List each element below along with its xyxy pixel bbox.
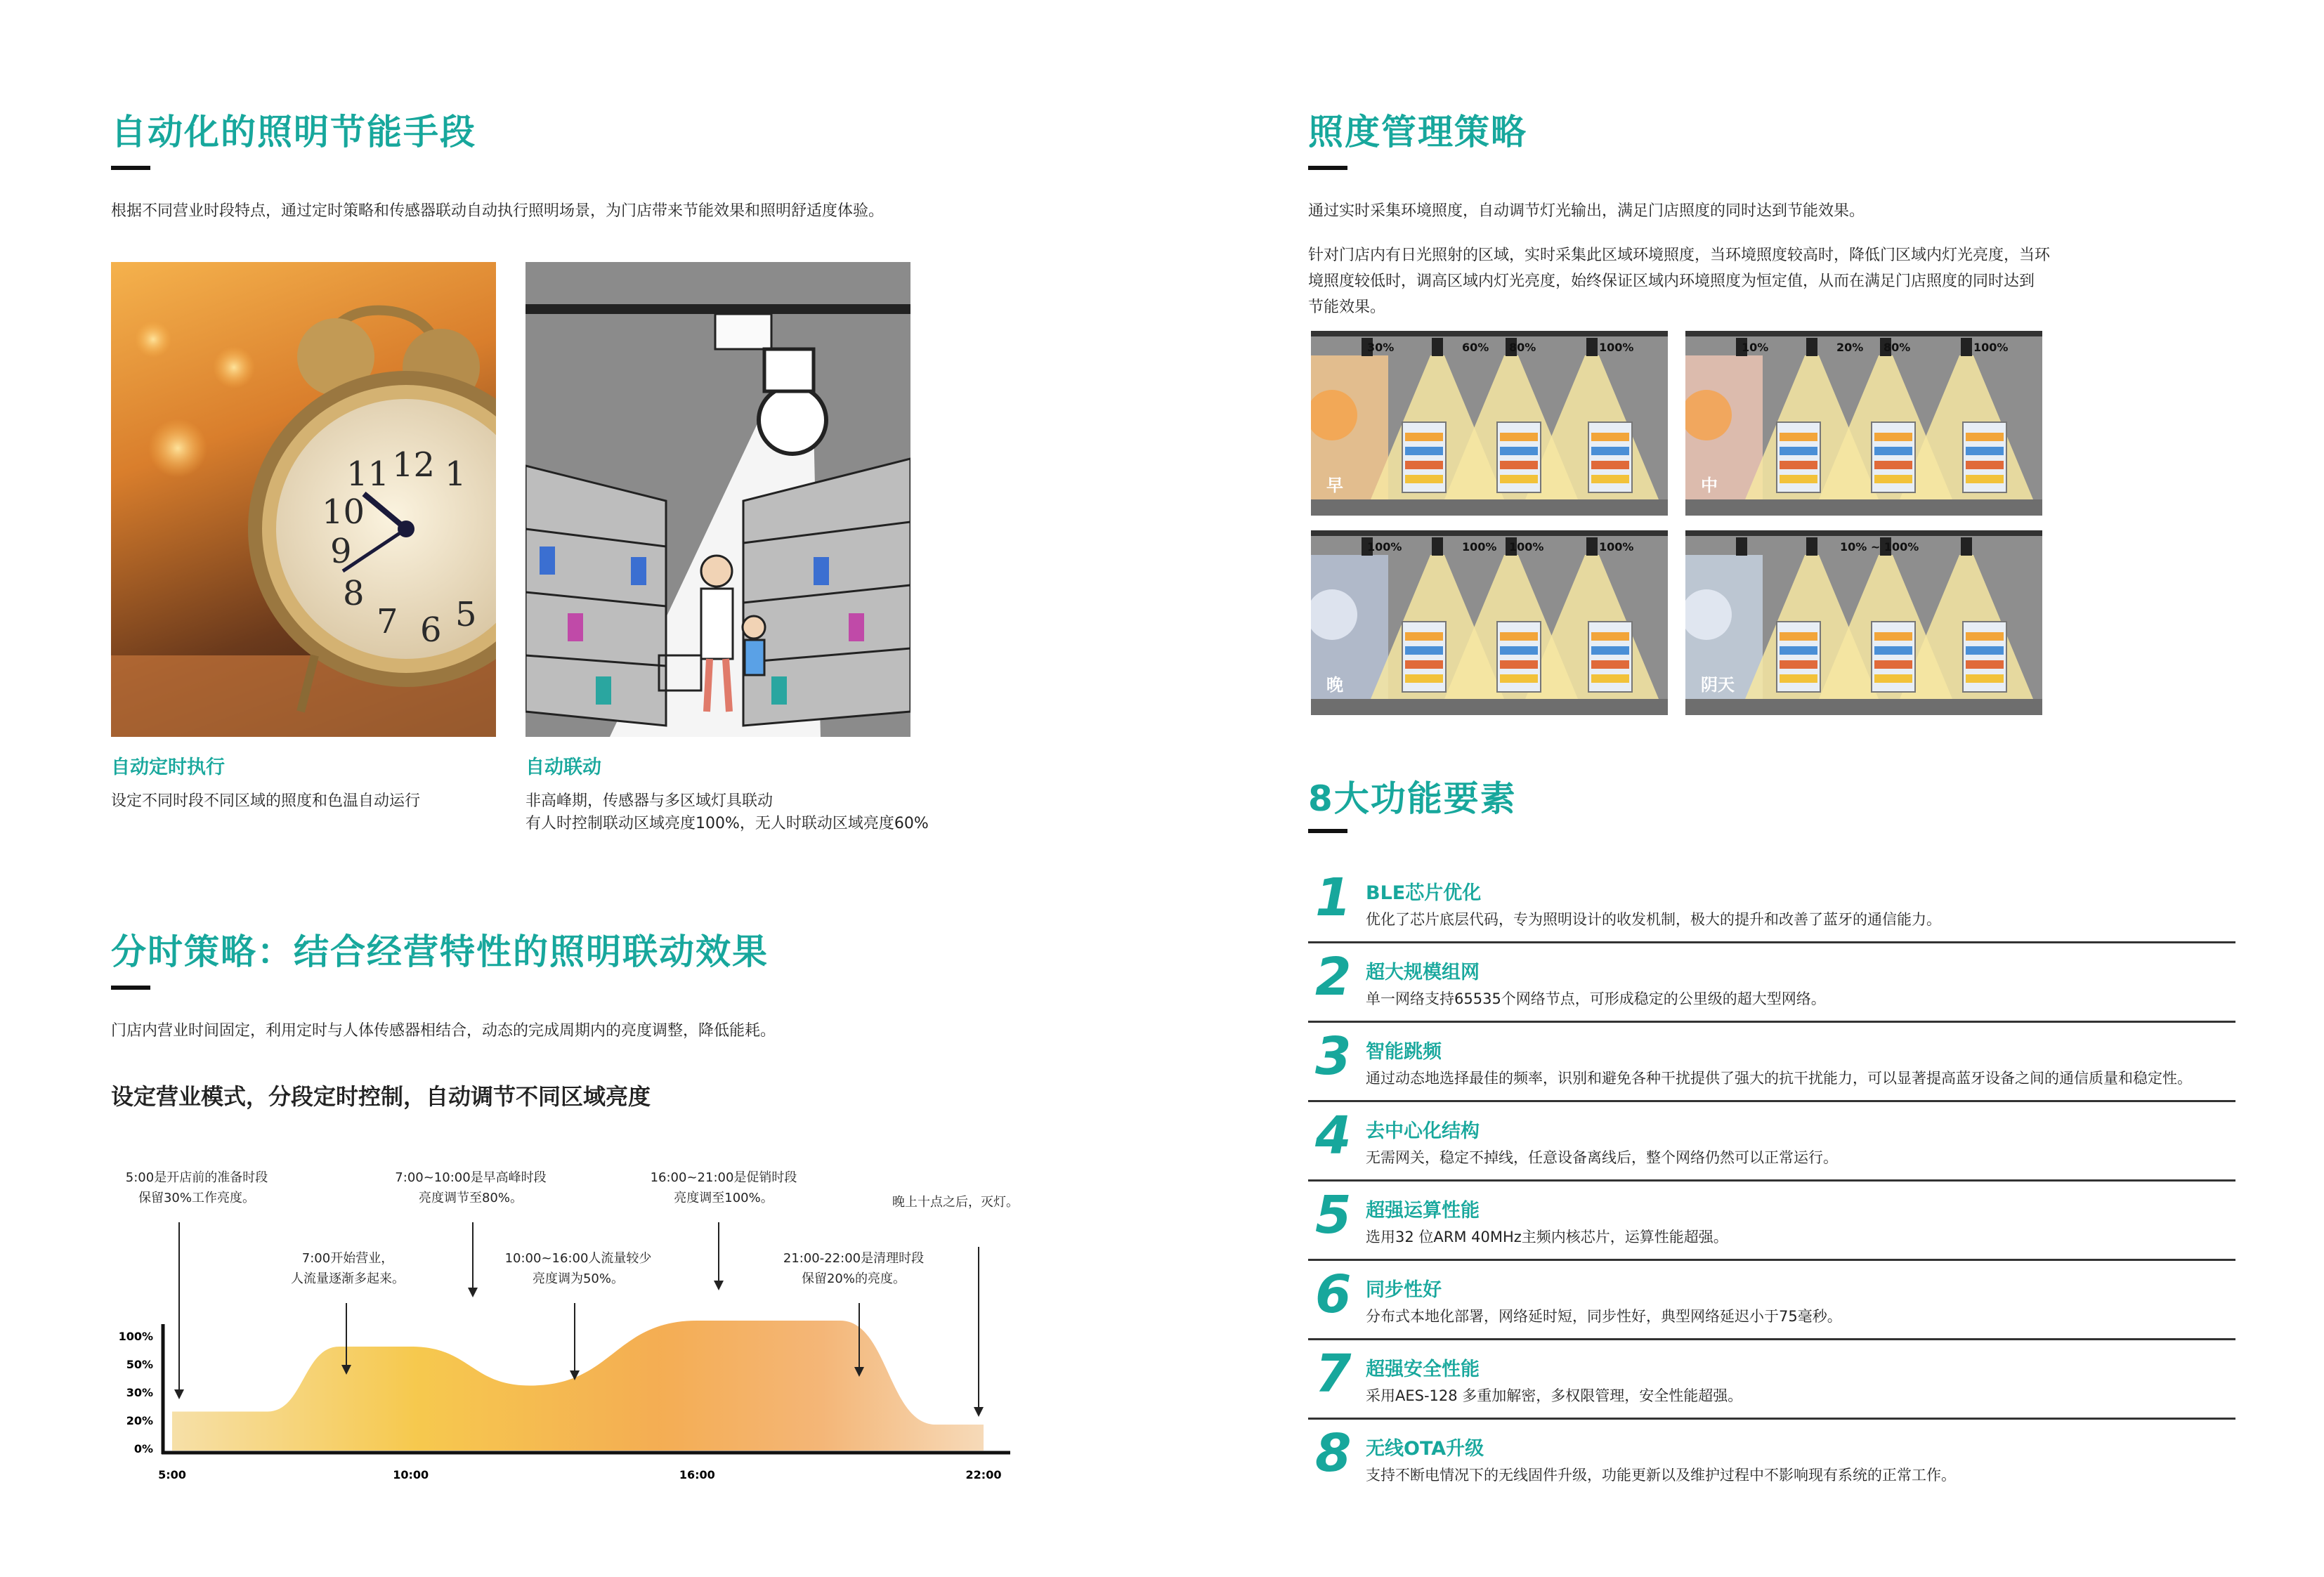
scene-time-label: 早 — [1326, 476, 1343, 495]
feature-divider — [1308, 1259, 2235, 1261]
feature-title: BLE芯片优化 — [1366, 882, 1482, 904]
feature-title: 无线OTA升级 — [1366, 1438, 1484, 1460]
feature-item — [1308, 869, 2235, 943]
feature-number: 6 — [1315, 1264, 1352, 1325]
feature-divider — [1308, 1418, 2235, 1420]
annotation-arrow — [974, 1247, 984, 1417]
section-title-automation: 自动化的照明节能手段 — [111, 112, 476, 152]
scene-brightness-label: 10% ~ 100% — [1840, 540, 1919, 554]
feature-divider — [1308, 1021, 2235, 1023]
feature-divider — [1308, 1100, 2235, 1102]
scene-brightness-label: 100% — [1367, 540, 1402, 554]
feature-desc: 选用32 位ARM 40MHz主频内核芯片，运算性能超强。 — [1366, 1229, 1728, 1245]
y-tick-label: 50% — [126, 1358, 153, 1371]
scene-time-label: 晚 — [1326, 675, 1343, 695]
feature-item — [1308, 1425, 2235, 1498]
scene-brightness-label: 80% — [1884, 341, 1911, 354]
annotation-midday: 10:00~16:00人流量较少 亮度调为50%。 — [504, 1251, 652, 1286]
card-title-linkage: 自动联动 — [525, 757, 601, 778]
card-desc-linkage-1: 非高峰期，传感器与多区域灯具联动 — [525, 792, 773, 810]
feature-desc: 支持不断电情况下的无线固件升级，功能更新以及维护过程中不影响现有系统的正常工作。 — [1366, 1467, 1956, 1484]
scene-time-label: 中 — [1701, 476, 1718, 495]
feature-desc: 分布式本地化部署，网络延时短，同步性好，典型网络延迟小于75毫秒。 — [1366, 1308, 1842, 1325]
svg-text:10: 10 — [322, 492, 365, 532]
feature-title: 超大规模组网 — [1366, 962, 1480, 983]
x-tick-label: 16:00 — [679, 1468, 715, 1481]
card-desc-linkage-2: 有人时控制联动区域亮度100%，无人时联动区域亮度60% — [525, 815, 929, 832]
illuminance-scene-panel — [1685, 530, 2042, 715]
y-tick-label: 100% — [118, 1330, 153, 1343]
svg-text:8: 8 — [343, 574, 365, 613]
scene-brightness-label: 100% — [1973, 341, 2009, 354]
section-desc: 根据不同营业时段特点，通过定时策略和传感器联动自动执行照明场景，为门店带来节能效果和照明舒适度体验。 — [111, 202, 884, 220]
section-desc: 通过实时采集环境照度，自动调节灯光输出，满足门店照度的同时达到节能效果。 — [1308, 202, 1865, 220]
title-underline — [1308, 829, 1347, 833]
svg-text:9: 9 — [330, 532, 352, 571]
annotation-promotion: 16:00~21:00是促销时段 亮度调至100%。 — [650, 1170, 797, 1205]
illuminance-scene-panel — [1311, 331, 1668, 516]
annotation-arrow — [714, 1222, 724, 1290]
feature-desc: 通过动态地选择最佳的频率，识别和避免各种干扰提供了强大的抗干扰能力，可以显著提高蓝牙设备之间的通信质量和稳定性。 — [1366, 1070, 2192, 1087]
feature-number: 4 — [1315, 1106, 1352, 1166]
feature-number: 7 — [1315, 1344, 1352, 1404]
feature-item — [1308, 1028, 2235, 1101]
annotation-arrow — [570, 1303, 580, 1380]
annotation-5am: 5:00是开店前的准备时段 保留30%工作亮度。 — [125, 1170, 268, 1205]
annotation-cleanup: 21:00-22:00是清理时段 保留20%的亮度。 — [783, 1251, 925, 1286]
feature-desc: 优化了芯片底层代码，专为照明设计的收发机制，极大的提升和改善了蓝牙的通信能力。 — [1366, 911, 1941, 928]
feature-number: 2 — [1315, 947, 1352, 1007]
chart-subtitle: 设定营业模式，分段定时控制，自动调节不同区域亮度 — [111, 1083, 651, 1110]
section-title-illuminance: 照度管理策略 — [1308, 112, 1527, 152]
feature-number: 3 — [1315, 1026, 1352, 1087]
feature-number: 1 — [1315, 868, 1352, 928]
scene-brightness-label: 100% — [1599, 341, 1634, 354]
feature-item — [1308, 1345, 2235, 1419]
feature-title: 超强安全性能 — [1366, 1359, 1480, 1380]
scene-brightness-label: 30% — [1367, 341, 1395, 354]
feature-number: 8 — [1315, 1423, 1352, 1484]
svg-text:6: 6 — [420, 610, 442, 650]
svg-text:1: 1 — [445, 454, 466, 494]
brightness-chart — [105, 1215, 1026, 1503]
feature-desc: 单一网络支持65535个网络节点，可形成稳定的公里级的超大型网络。 — [1366, 990, 1826, 1007]
title-underline — [111, 166, 150, 170]
feature-divider — [1308, 1338, 2235, 1340]
x-tick-label: 10:00 — [393, 1468, 429, 1481]
x-tick-label: 22:00 — [965, 1468, 1002, 1481]
x-tick-label: 5:00 — [158, 1468, 186, 1481]
scene-brightness-label: 10% — [1742, 341, 1769, 354]
card-desc-timer: 设定不同时段不同区域的照度和色温自动运行 — [111, 792, 421, 810]
feature-item — [1308, 948, 2235, 1022]
feature-item — [1308, 1186, 2235, 1260]
scene-brightness-label: 60% — [1462, 341, 1489, 354]
annotation-lights-off: 晚上十点之后，灭灯。 — [892, 1195, 1019, 1210]
annotation-7am: 7:00开始营业， 人流量逐渐多起来。 — [291, 1251, 405, 1286]
card-title-timer: 自动定时执行 — [111, 757, 225, 778]
illuminance-scene-panel — [1311, 530, 1668, 715]
alarm-clock-photo — [111, 262, 496, 737]
feature-title: 去中心化结构 — [1366, 1120, 1480, 1142]
title-underline — [111, 986, 150, 990]
scene-brightness-label: 100% — [1462, 540, 1497, 554]
store-illustration — [525, 262, 910, 737]
y-tick-label: 30% — [126, 1386, 153, 1399]
feature-title: 超强运算性能 — [1366, 1200, 1480, 1222]
feature-item — [1308, 1107, 2235, 1181]
feature-divider — [1308, 941, 2235, 943]
scene-brightness-label: 20% — [1836, 341, 1864, 354]
feature-number: 5 — [1315, 1185, 1352, 1245]
y-tick-label: 0% — [133, 1442, 153, 1455]
feature-desc: 无需网关，稳定不掉线，任意设备离线后，整个网络仍然可以正常运行。 — [1366, 1149, 1838, 1166]
scene-brightness-label: 100% — [1599, 540, 1634, 554]
feature-title: 智能跳频 — [1366, 1041, 1442, 1063]
scene-brightness-label: 80% — [1509, 341, 1536, 354]
svg-text:12: 12 — [392, 445, 436, 485]
svg-text:5: 5 — [455, 595, 477, 634]
annotation-morning-peak: 7:00~10:00是早高峰时段 亮度调节至80%。 — [395, 1170, 547, 1205]
illuminance-scene-panel — [1685, 331, 2042, 516]
scene-time-label: 阴天 — [1701, 675, 1735, 695]
y-tick-label: 20% — [126, 1414, 153, 1427]
section-title-features: 8大功能要素 — [1308, 778, 1517, 819]
svg-text:7: 7 — [377, 602, 398, 641]
feature-divider — [1308, 1179, 2235, 1182]
title-underline — [1308, 166, 1347, 170]
section-title-time-strategy: 分时策略：结合经营特性的照明联动效果 — [111, 931, 769, 972]
brightness-area — [172, 1321, 984, 1451]
section-desc: 门店内营业时间固定，利用定时与人体传感器相结合，动态的完成周期内的亮度调整，降低能耗。 — [111, 1022, 776, 1040]
annotation-arrow — [468, 1222, 478, 1297]
scene-brightness-label: 100% — [1509, 540, 1544, 554]
feature-item — [1308, 1266, 2235, 1340]
feature-title: 同步性好 — [1366, 1279, 1442, 1301]
annotation-arrow — [174, 1222, 184, 1399]
svg-text:11: 11 — [346, 454, 390, 494]
section-desc-detail: 针对门店内有日光照射的区域，实时采集此区域环境照度，当环境照度较高时，降低门区域内灯光亮度，当环 境照度较低时，调高区域内灯光亮度，始终保证区域内环境照度为恒定值，从而在满足门店照度的同时达到 节能效果。 — [1308, 247, 2051, 316]
feature-desc: 采用AES-128 多重加解密，多权限管理，安全性能超强。 — [1366, 1387, 1743, 1404]
